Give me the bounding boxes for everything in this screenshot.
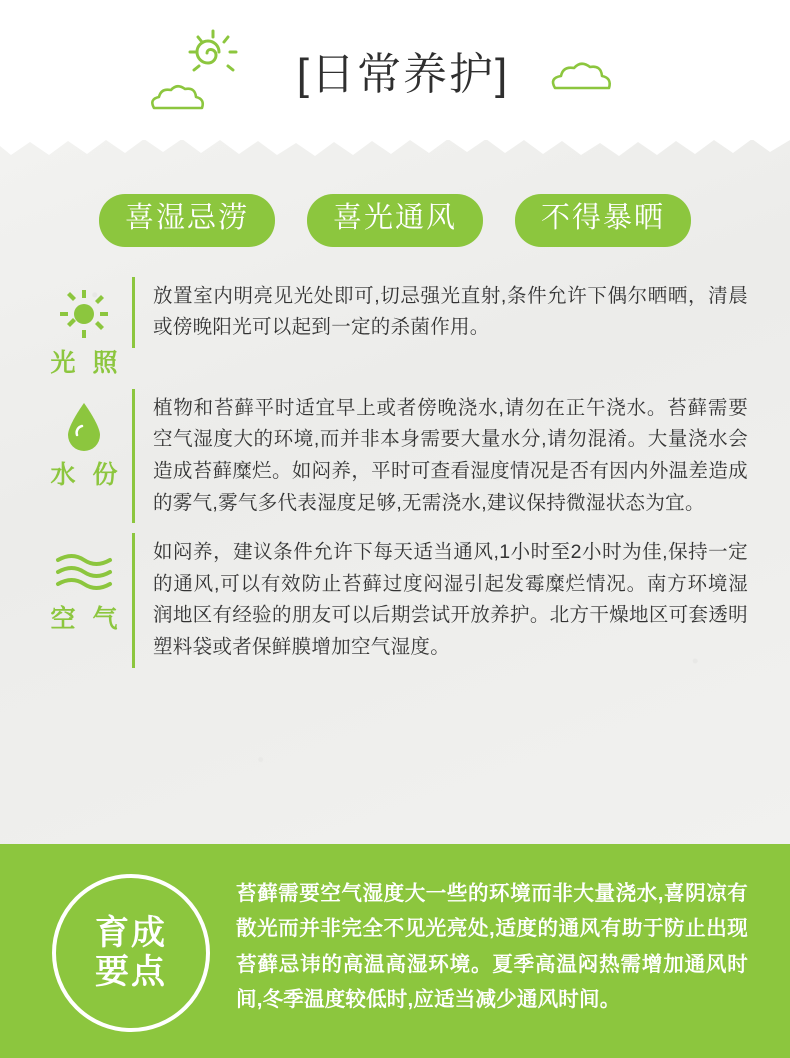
summary-text: 苔藓需要空气湿度大一些的环境而非大量浇水,喜阴凉有散光而并非完全不见光亮处,适度的通风有助于防止出现苔藓忌讳的高温高湿环境。夏季高温闷热需增加通风时间,冬季温度较低时,应适当减少通风时间。 xyxy=(236,882,748,1011)
cloud-doodle-icon xyxy=(548,58,618,96)
section-text: 如闷养，建议条件允许下每天适当通风,1小时至2小时为佳,保持一定的通风,可以有效防止苔藓过度闷湿引起发霉糜烂情况。南方环境湿润地区有经验的朋友可以后期尝试开放养护。北方干燥地区可套透明塑料袋或者保鲜膜增加空气湿度。 xyxy=(132,533,754,667)
section-label: 水 份 xyxy=(50,460,123,489)
section-water xyxy=(36,389,754,523)
torn-paper-divider xyxy=(0,126,790,166)
section-light xyxy=(36,277,754,379)
summary-badge-line2: 要点 xyxy=(95,953,167,991)
section-text: 植物和苔藓平时适宜早上或者傍晚浇水,请勿在正午浇水。苔藓需要空气湿度大的环境,而并非本身需要大量水分,请勿混淆。大量浇水会造成苔藓糜烂。如闷养，平时可查看湿度情况是否有因内外温差造成的雾气,雾气多代表湿度足够,无需浇水,建议保持微湿状态为宜。 xyxy=(132,389,754,523)
tag-pill: 喜湿忌涝 xyxy=(99,194,275,247)
section-text: 放置室内明亮见光处即可,切忌强光直射,条件允许下偶尔晒晒，清晨或傍晚阳光可以起到一定的杀菌作用。 xyxy=(132,277,754,348)
sun-icon xyxy=(36,287,132,341)
tag-pill: 不得暴晒 xyxy=(515,194,691,247)
care-sections xyxy=(0,273,790,668)
summary-badge-line1: 育成 xyxy=(95,913,167,952)
section-label: 光 照 xyxy=(50,348,123,377)
water-drop-icon xyxy=(36,399,132,453)
section-air xyxy=(36,533,754,667)
summary-badge xyxy=(52,874,210,1032)
tag-pill: 喜光通风 xyxy=(307,194,483,247)
wind-icon xyxy=(36,543,132,597)
section-icon-column xyxy=(36,533,132,635)
section-icon-column xyxy=(36,277,132,379)
cloud-doodle-icon xyxy=(148,82,212,116)
main-content xyxy=(0,140,790,844)
summary-panel xyxy=(0,844,790,1058)
header xyxy=(0,0,790,140)
tag-row xyxy=(0,178,790,273)
page-title: [日常养护] xyxy=(296,50,510,99)
section-label: 空 气 xyxy=(50,605,123,634)
section-icon-column xyxy=(36,389,132,491)
